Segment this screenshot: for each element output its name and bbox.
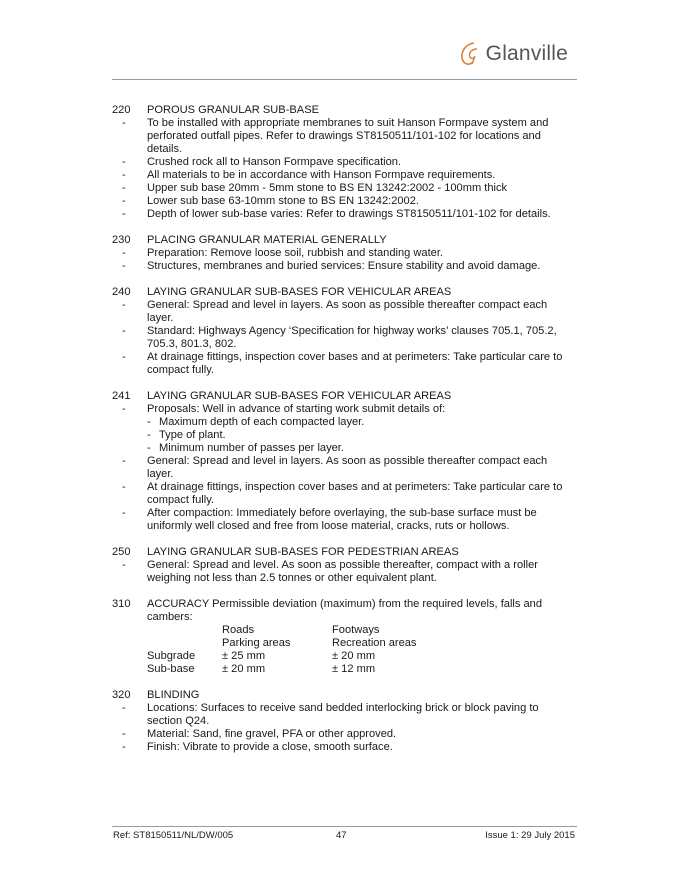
clause-title: LAYING GRANULAR SUB-BASES FOR PEDESTRIAN AREAS	[147, 546, 459, 558]
list-item: - Upper sub base 20mm - 5mm stone to BS EN 13242:2002 - 100mm thick	[122, 182, 508, 194]
clause-title: ACCURACY	[147, 598, 210, 610]
clause-title: POROUS GRANULAR SUB-BASE	[147, 104, 319, 116]
sub-list-item: - Maximum depth of each compacted layer.	[147, 416, 365, 428]
list-item: - Proposals: Well in advance of starting work submit details of:	[122, 403, 446, 415]
clause-number: 230	[112, 234, 131, 246]
table-header-row	[147, 624, 416, 637]
clause-310	[112, 598, 574, 676]
clause-240	[112, 286, 574, 377]
clause-250	[112, 546, 574, 585]
clause-number: 241	[112, 390, 131, 402]
list-item: - To be installed with appropriate membranes to suit Hanson Formpave system and perforated outfall pipes. Refer to drawings ST8150511/101-102 for locations and details.	[122, 117, 549, 155]
clause-241	[112, 390, 574, 533]
table-header: Recreation areas	[332, 637, 417, 649]
table-cell: Sub-base	[147, 663, 195, 675]
company-logo	[458, 40, 568, 68]
list-item: - Preparation: Remove loose soil, rubbish and standing water.	[122, 247, 444, 259]
table-cell: ± 20 mm	[332, 650, 376, 662]
list-item: - Locations: Surfaces to receive sand bedded interlocking brick or block paving to section Q24.	[122, 702, 539, 727]
table-header: Parking areas	[222, 637, 291, 649]
table-row	[147, 663, 416, 676]
clause-number: 240	[112, 286, 131, 298]
footer-divider	[112, 826, 577, 827]
list-item: - Material: Sand, fine gravel, PFA or other approved.	[122, 728, 397, 740]
clause-title: PLACING GRANULAR MATERIAL GENERALLY	[147, 234, 387, 246]
list-item: - All materials to be in accordance with Hanson Formpave requirements.	[122, 169, 496, 181]
table-row	[147, 650, 416, 663]
list-item: - At drainage fittings, inspection cover bases and at perimeters: Take particular care to compact fully.	[122, 481, 563, 506]
clause-title: LAYING GRANULAR SUB-BASES FOR VEHICULAR AREAS	[147, 390, 452, 402]
sub-list-item: - Minimum number of passes per layer.	[147, 442, 344, 454]
list-item: - Crushed rock all to Hanson Formpave specification.	[122, 156, 402, 168]
clause-title: BLINDING	[147, 689, 200, 701]
clause-number: 310	[112, 598, 131, 610]
table-cell: ± 12 mm	[332, 663, 376, 675]
clause-number: 220	[112, 104, 131, 116]
list-item: - General: Spread and level in layers. As soon as possible thereafter compact each layer.	[122, 299, 548, 324]
glanville-swirl-icon	[458, 40, 482, 68]
sub-list-item: - Type of plant.	[147, 429, 226, 441]
accuracy-table	[147, 624, 416, 676]
list-item: - Structures, membranes and buried services: Ensure stability and avoid damage.	[122, 260, 541, 272]
list-item: - Lower sub base 63-10mm stone to BS EN 13242:2002.	[122, 195, 419, 207]
clause-text: ACCURACY Permissible deviation (maximum) from the required levels, falls and cambers:	[147, 598, 543, 623]
clause-title: LAYING GRANULAR SUB-BASES FOR VEHICULAR AREAS	[147, 286, 452, 298]
clause-230	[112, 234, 574, 273]
list-item: - General: Spread and level. As soon as possible thereafter, compact with a roller weighing not less than 2.5 tonnes or other equivalent plant.	[122, 559, 538, 584]
table-cell: Subgrade	[147, 650, 196, 662]
table-header: Footways	[332, 624, 380, 636]
list-item: - After compaction: Immediately before overlaying, the sub-base surface must be uniformly well closed and free from loose material, cracks, ruts or hollows.	[122, 507, 537, 532]
list-item: - General: Spread and level in layers. As soon as possible thereafter compact each layer.	[122, 455, 548, 480]
list-item: - Finish: Vibrate to provide a close, smooth surface.	[122, 741, 393, 753]
specification-body	[112, 104, 574, 767]
footer-issue-date: Issue 1: 29 July 2015	[485, 830, 575, 841]
table-header-row	[147, 637, 416, 650]
footer-reference: Ref: ST8150511/NL/DW/005	[113, 830, 234, 841]
list-item: - Standard: Highways Agency ‘Specification for highway works’ clauses 705.1, 705.2, 705.3, 801.3, 802.	[122, 325, 557, 350]
logo-text: Glanville	[485, 42, 568, 65]
header-divider	[112, 79, 577, 80]
list-item: - Depth of lower sub-base varies: Refer to drawings ST8150511/101-102 for details.	[122, 208, 551, 220]
clause-number: 320	[112, 689, 131, 701]
page-number: 47	[336, 830, 347, 841]
clause-number: 250	[112, 546, 131, 558]
table-cell: ± 20 mm	[222, 663, 266, 675]
list-item: - At drainage fittings, inspection cover bases and at perimeters: Take particular care to compact fully.	[122, 351, 563, 376]
clause-220	[112, 104, 574, 221]
clause-320	[112, 689, 574, 754]
table-cell: ± 25 mm	[222, 650, 266, 662]
table-header: Roads	[222, 624, 255, 636]
